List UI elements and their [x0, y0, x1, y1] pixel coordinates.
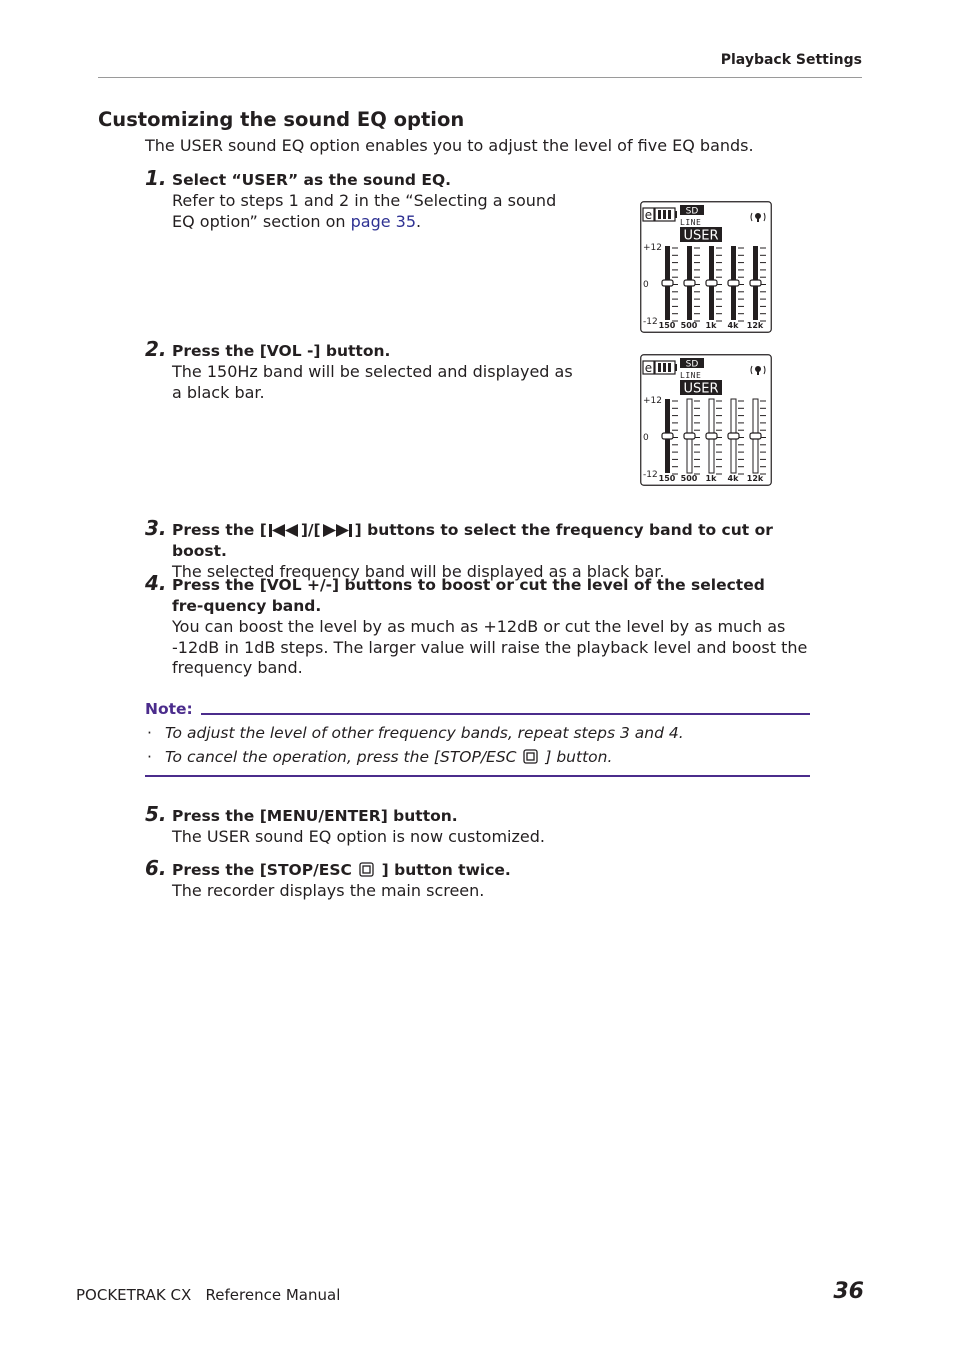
step-body: The selected frequency band will be displayed as a black bar.	[172, 562, 665, 581]
battery-cell	[668, 363, 671, 372]
step-body: You can boost the level by as much as +12dB or cut the level by as much as -12dB in 1dB steps. The larger value will raise the playback level and boost the frequency band.	[172, 617, 808, 677]
scale-label: 0	[643, 280, 649, 290]
speaker-stem	[757, 371, 759, 375]
user-label: USER	[683, 228, 719, 244]
page-link[interactable]: page 35	[350, 211, 417, 231]
note-item: · To adjust the level of other frequency bands, repeat steps 3 and 4.	[147, 724, 684, 742]
stop-icon	[359, 862, 374, 877]
battery-cell	[658, 363, 661, 372]
lcd-display	[640, 354, 772, 486]
step-body: The 150Hz band will be selected and displayed as a black bar.	[172, 362, 573, 402]
band-label: 150	[658, 321, 676, 330]
scale-label: -12	[643, 470, 658, 480]
step-number: 5.	[145, 802, 167, 826]
step-number: 4.	[145, 571, 167, 595]
step-6	[145, 856, 810, 902]
scale-label: 0	[643, 433, 649, 443]
band-label: 12k	[746, 321, 764, 330]
band-label: 150	[658, 474, 676, 483]
band-label: 500	[680, 474, 698, 483]
battery-cell	[668, 210, 671, 219]
band-knob	[750, 433, 761, 439]
speaker-stem	[757, 218, 759, 222]
band-knob	[684, 433, 695, 439]
lcd-screen-band-selected	[640, 354, 772, 490]
step-number: 2.	[145, 337, 167, 361]
band-knob	[662, 280, 673, 286]
band-knob	[684, 280, 695, 286]
band-knob	[706, 280, 717, 286]
step-heading: Press the [VOL +/-] buttons to boost or cut the level of the selected fre-quency band.	[172, 576, 765, 615]
band-label: 4k	[727, 474, 739, 483]
user-label: USER	[683, 381, 719, 397]
battery-tip	[675, 364, 677, 371]
scale-label: -12	[643, 317, 658, 327]
scale-label: +12	[643, 396, 662, 406]
lcd-display	[640, 201, 772, 333]
band-knob	[706, 433, 717, 439]
band-knob	[728, 280, 739, 286]
battery-cell	[663, 363, 666, 372]
step-heading: Press the [VOL -] button.	[172, 342, 391, 360]
band-label: 1k	[705, 321, 717, 330]
battery-cell	[663, 210, 666, 219]
step-body: The recorder displays the main screen.	[172, 881, 485, 900]
scale-label: +12	[643, 243, 662, 253]
sd-label: SD	[685, 359, 699, 370]
page-number: 36	[833, 1279, 864, 1304]
band-label: 12k	[746, 474, 764, 483]
note-item: · To cancel the operation, press the [STOP/ESC ] button.	[147, 748, 613, 766]
battery-cell	[658, 210, 661, 219]
step-body: The USER sound EQ option is now customized.	[172, 827, 545, 846]
line-label: LINE	[680, 371, 702, 380]
step-heading: Select “USER” as the sound EQ.	[172, 171, 452, 189]
band-knob	[728, 433, 739, 439]
skip-forward-icon	[323, 524, 353, 537]
step-5	[145, 802, 810, 848]
e-icon: e	[644, 361, 653, 375]
band-knob	[662, 433, 673, 439]
stop-icon	[523, 749, 538, 764]
step-number: 1.	[145, 166, 167, 190]
intro-text: The USER sound EQ option enables you to adjust the level of five EQ bands.	[145, 136, 754, 155]
section-title: Customizing the sound EQ option	[98, 108, 465, 131]
step-heading: Press the [MENU/ENTER] button.	[172, 807, 458, 825]
step-heading: Press the [STOP/ESC ] button twice.	[172, 861, 511, 879]
band-label: 1k	[705, 474, 717, 483]
note-label: Note:	[145, 700, 193, 718]
skip-back-icon	[269, 524, 299, 537]
step-3	[145, 516, 810, 583]
step-body: Refer to steps 1 and 2 in the “Selecting a sound EQ option” section on page 35.	[172, 191, 557, 231]
battery-tip	[675, 211, 677, 218]
footer-title: POCKETRAK CX Reference Manual	[76, 1286, 341, 1304]
band-knob	[750, 280, 761, 286]
running-header: Playback Settings	[720, 52, 862, 68]
step-heading: Press the [ ]/[ ] buttons to select the frequency band to cut or boost.	[172, 521, 773, 560]
step-number: 3.	[145, 516, 167, 540]
note-box	[145, 700, 810, 777]
note-rule-bottom	[145, 775, 810, 777]
step-number: 6.	[145, 856, 167, 880]
band-label: 4k	[727, 321, 739, 330]
line-label: LINE	[680, 218, 702, 227]
e-icon: e	[644, 208, 653, 222]
note-rule	[201, 713, 810, 715]
band-label: 500	[680, 321, 698, 330]
lcd-screen-user-eq	[640, 201, 772, 337]
sd-label: SD	[685, 206, 699, 217]
header-divider	[98, 77, 862, 78]
